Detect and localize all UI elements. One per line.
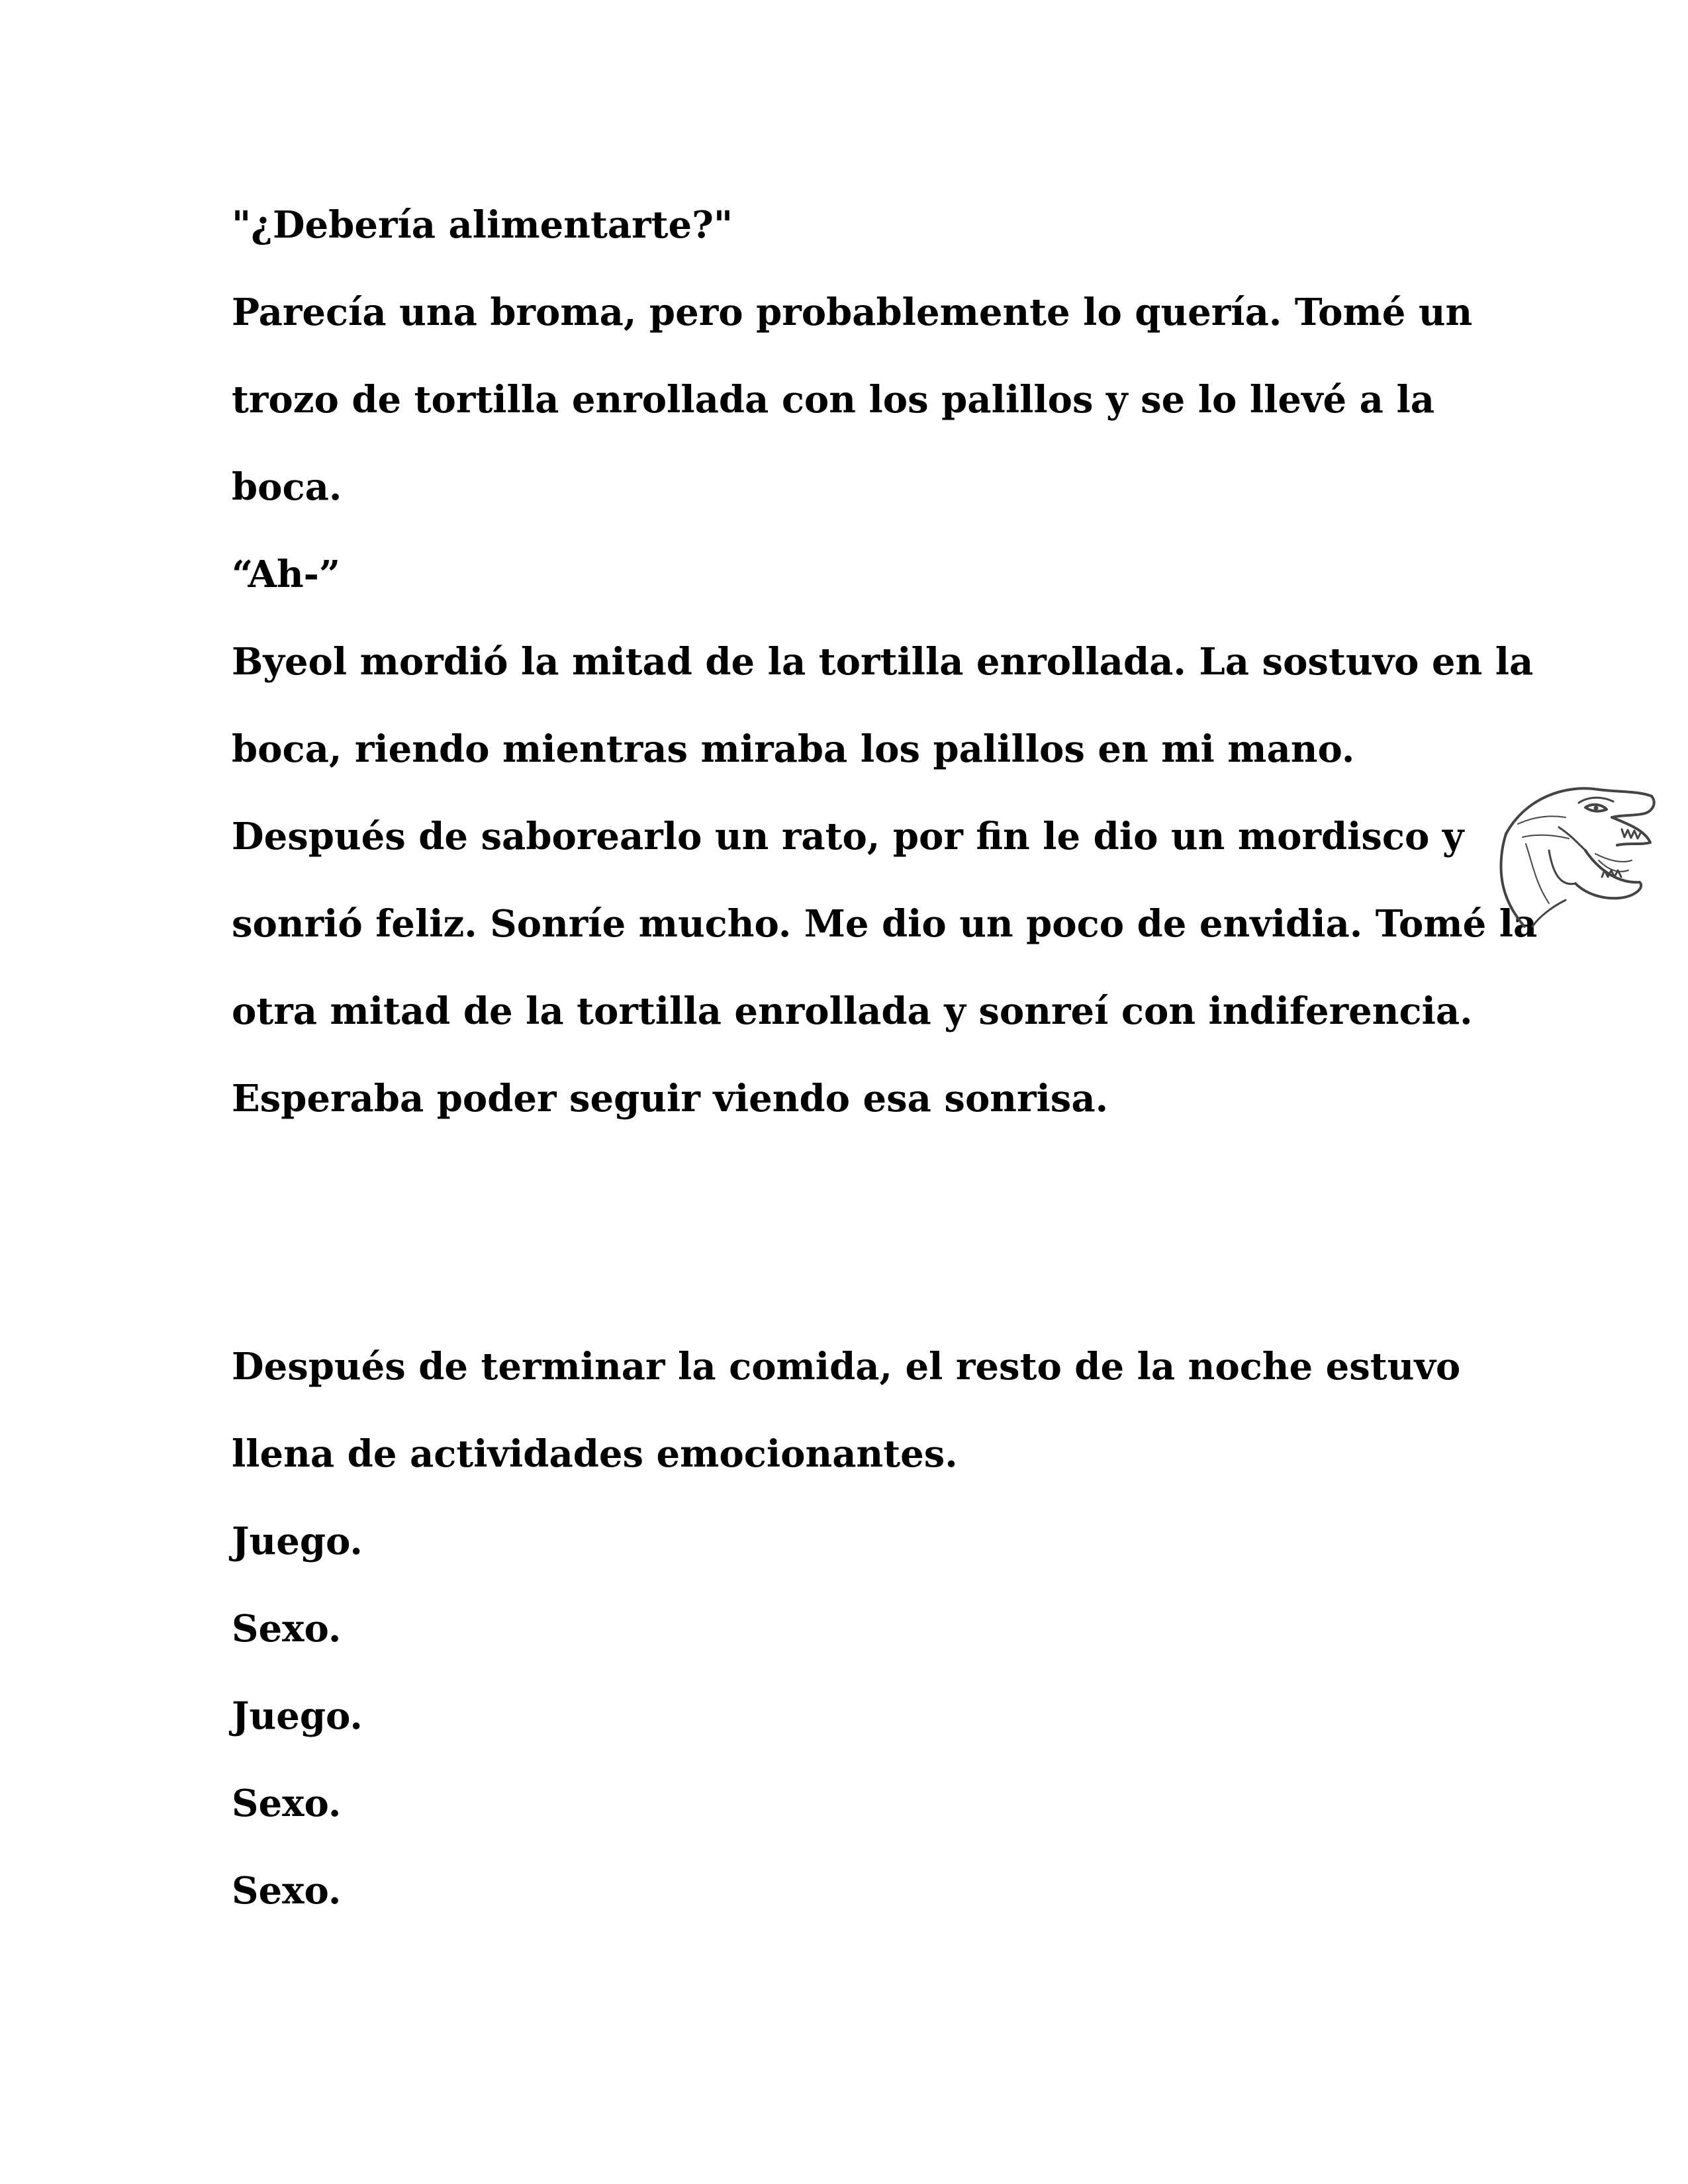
text-line: boca, riendo mientras miraba los palillos en mi mano.	[232, 727, 1355, 771]
text-line: Después de terminar la comida, el resto de la noche estuvo	[232, 1345, 1461, 1388]
text-line: Juego.	[232, 1694, 363, 1738]
dinosaur-head-sketch-icon	[1486, 771, 1662, 930]
text-line: sonrió feliz. Sonríe mucho. Me dio un poco de envidia. Tomé la	[232, 902, 1538, 946]
text-line: "¿Debería alimentarte?"	[232, 203, 733, 247]
text-line: Sexo.	[232, 1607, 342, 1651]
text-line: Después de saborearlo un rato, por fin le dio un mordisco y	[232, 815, 1464, 858]
text-line: llena de actividades emocionantes.	[232, 1432, 958, 1476]
text-line: Parecía una broma, pero probablemente lo quería. Tomé un	[232, 291, 1473, 334]
text-line: otra mitad de la tortilla enrollada y sonreí con indiferencia.	[232, 989, 1473, 1033]
passage-1	[232, 199, 1538, 1160]
passage-2	[232, 1340, 1489, 1952]
text-line: Sexo.	[232, 1782, 342, 1825]
text-line: Juego.	[232, 1520, 363, 1563]
text-line: Byeol mordió la mitad de la tortilla enrollada. La sostuvo en la	[232, 640, 1534, 684]
text-line: boca.	[232, 465, 342, 509]
text-line: “Ah-”	[232, 553, 341, 596]
text-line: Sexo.	[232, 1869, 342, 1913]
text-line: trozo de tortilla enrollada con los palillos y se lo llevé a la	[232, 378, 1435, 422]
text-line: Esperaba poder seguir viendo esa sonrisa.	[232, 1077, 1109, 1120]
